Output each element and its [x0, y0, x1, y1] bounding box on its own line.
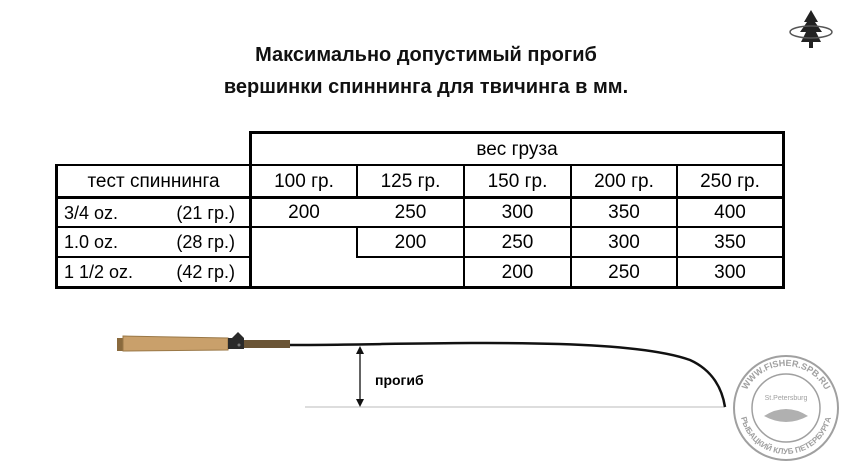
table-cell: 350: [714, 231, 746, 253]
rod-test-grams: (28 гр.): [176, 232, 235, 252]
rod-handle: [117, 332, 290, 351]
table-cell: 200: [394, 231, 427, 253]
table-cell: 250: [501, 231, 534, 253]
column-header: 200 гр.: [594, 170, 654, 192]
table-cell: 250: [608, 261, 640, 283]
deflection-arrow: [356, 346, 364, 407]
watermark-center-text: St.Petersburg: [764, 395, 808, 402]
rod-test-grams: (42 гр.): [176, 262, 235, 282]
table-cell: 250: [394, 202, 427, 223]
rod-test-header: тест спиннинга: [87, 170, 220, 192]
rod-test-grams: (21 гр.): [176, 202, 235, 223]
table-cell: 400: [714, 202, 746, 223]
rod-test-oz: 3/4 oz.: [64, 202, 119, 223]
watermark-top-text: WWW.FISHER.SPB.RU: [739, 357, 833, 392]
table-cell: 300: [608, 231, 640, 253]
fisher-club-seal-icon: [728, 350, 844, 462]
page-title-line-2: вершинки спиннинга для твичинга в мм.: [223, 76, 629, 98]
weight-group-header: вес груза: [476, 138, 558, 160]
table-cell: 300: [714, 261, 746, 283]
rod-test-oz: 1.0 oz.: [64, 232, 119, 252]
table-cell: 200: [501, 261, 534, 283]
table-cell: 200: [288, 202, 320, 223]
rod-test-oz: 1 1/2 oz.: [64, 262, 134, 282]
column-header: 150 гр.: [487, 170, 548, 192]
deflection-label: прогиб: [375, 372, 424, 388]
table-cell: 350: [608, 202, 640, 223]
column-header: 100 гр.: [274, 170, 334, 192]
rod-blank: [288, 343, 725, 407]
column-header: 125 гр.: [380, 170, 441, 192]
page-title-line-1: Максимально допустимый прогиб: [255, 44, 597, 66]
watermark-fish-icon: [764, 409, 808, 422]
column-header: 250 гр.: [700, 170, 760, 192]
table-cell: 300: [501, 202, 534, 223]
watermark-bottom-text: РЫБАЦКИЙ КЛУБ ПЕТЕРБУРГА: [739, 415, 833, 457]
